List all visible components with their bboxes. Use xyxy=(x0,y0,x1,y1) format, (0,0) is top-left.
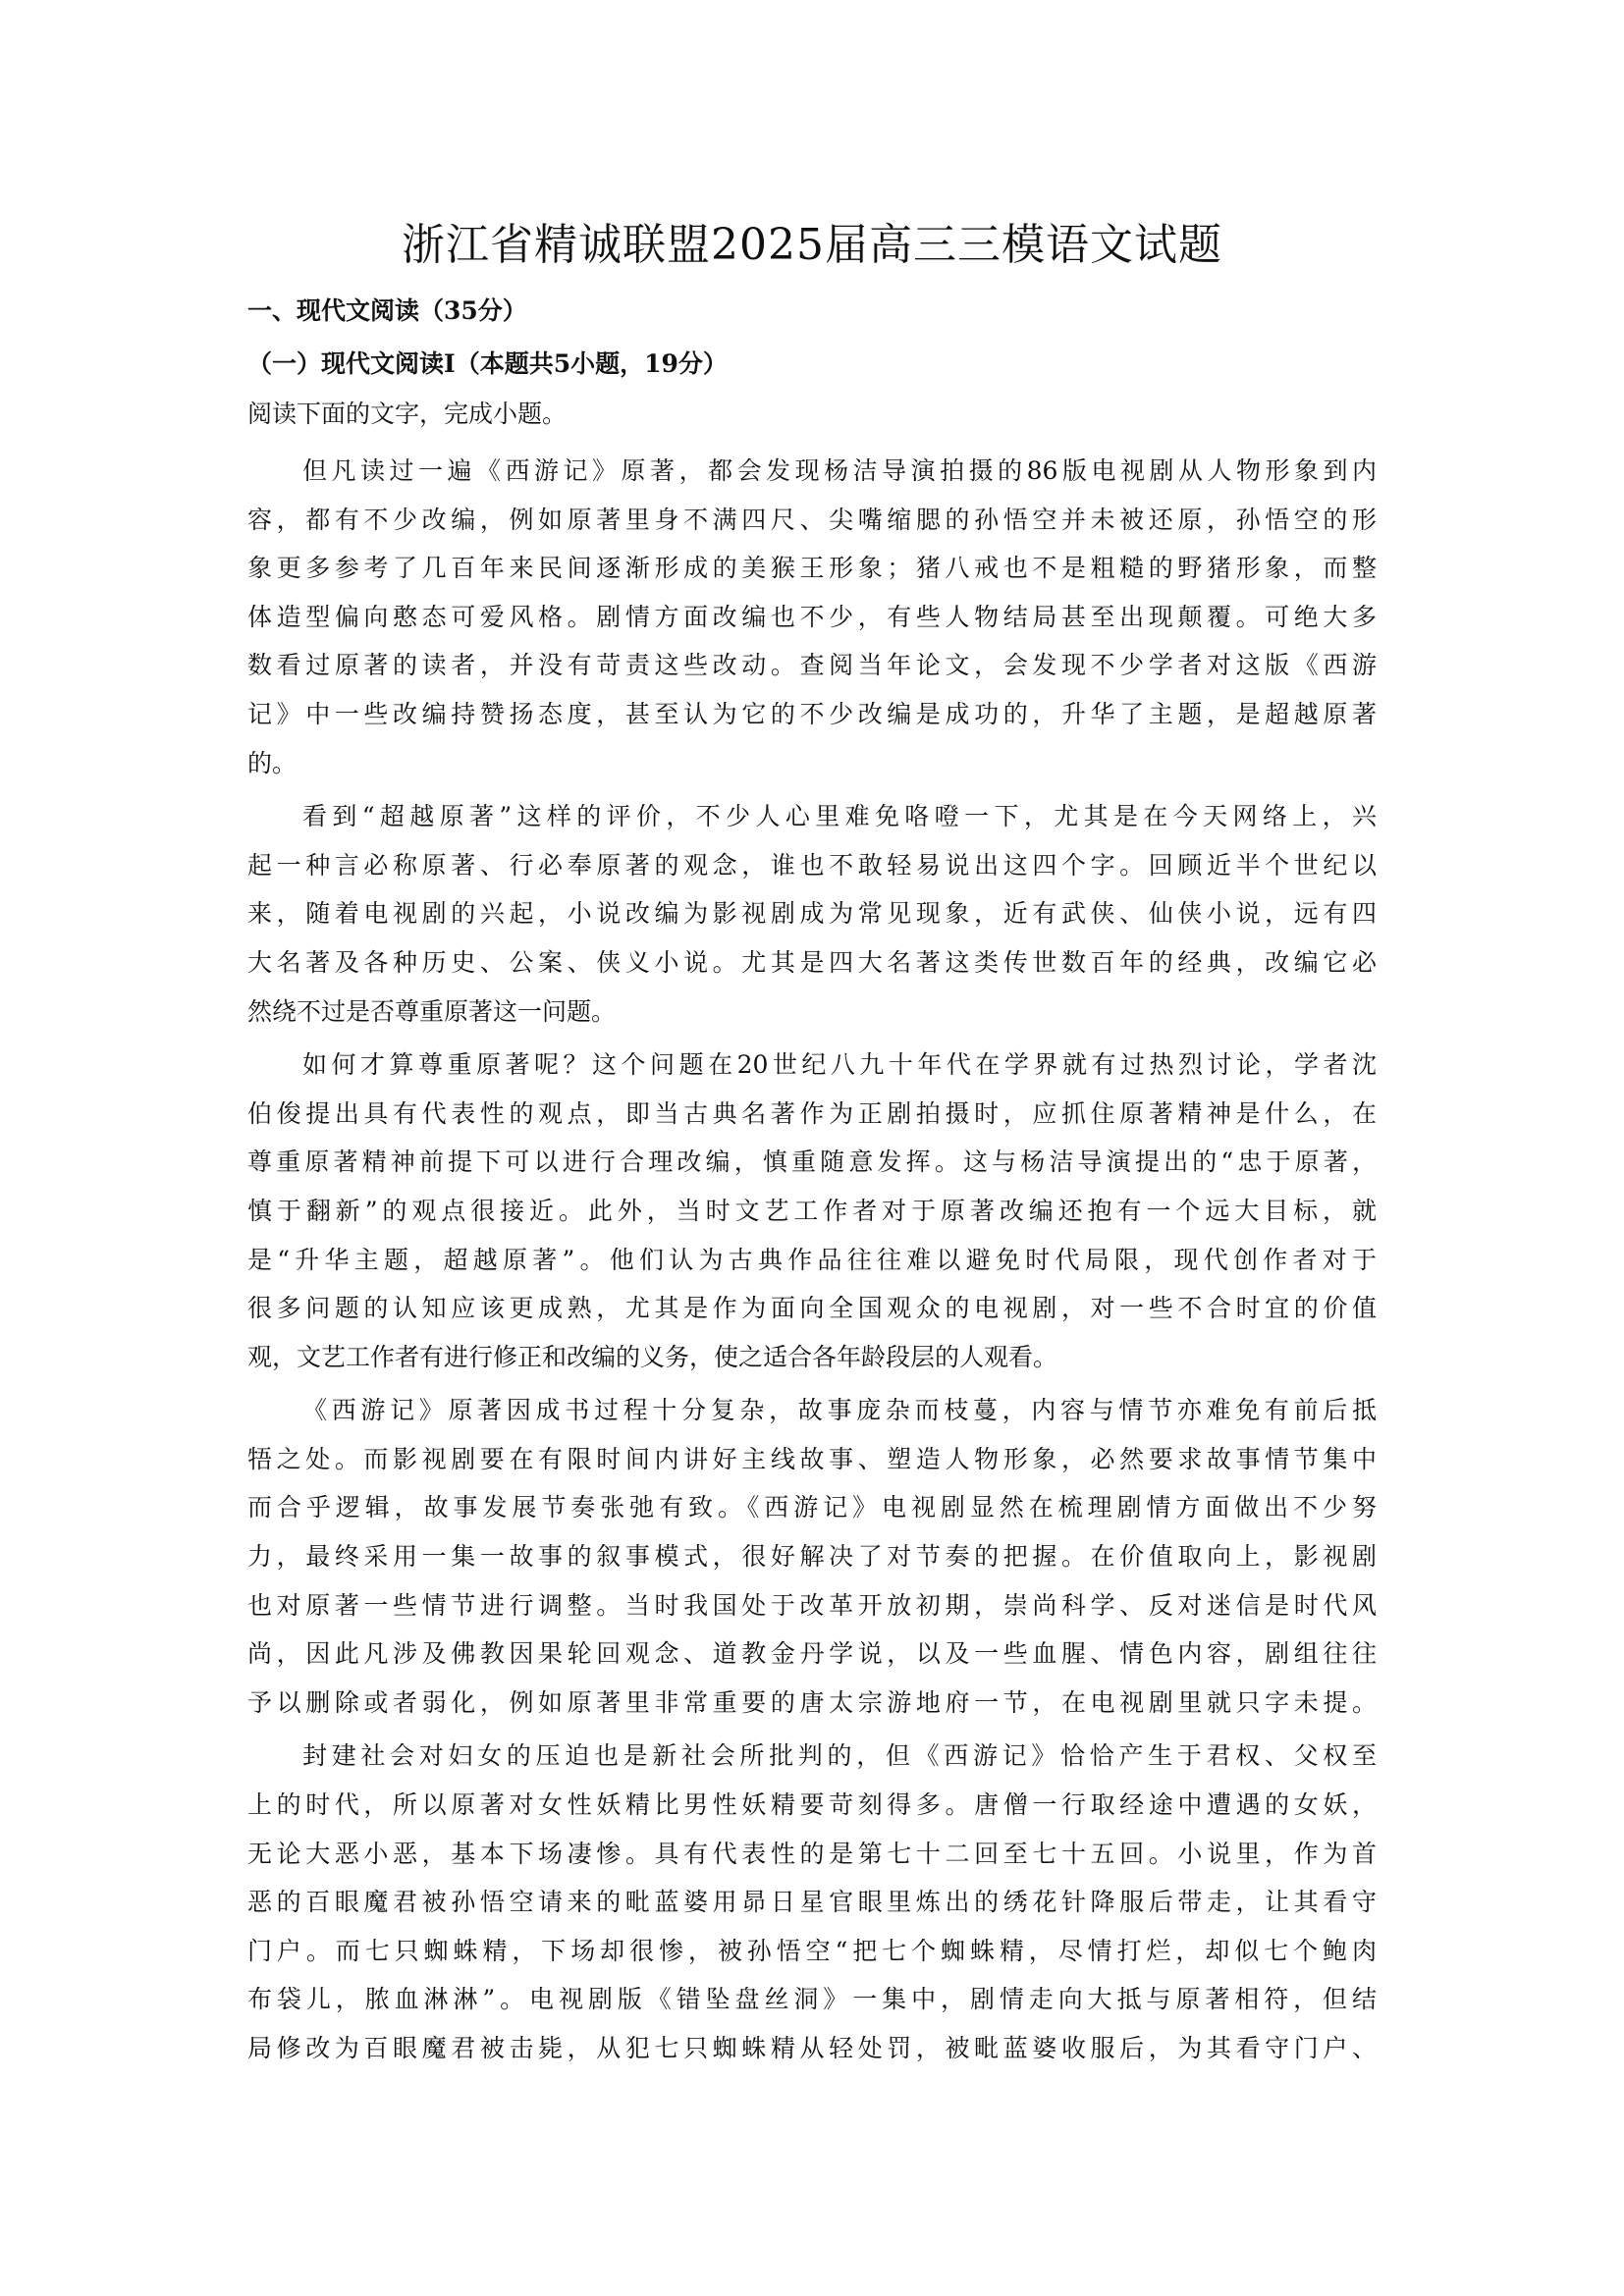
reading-instruction: 阅读下面的文字，完成小题。 xyxy=(247,400,568,428)
text-line: 上的时代，所以原著对女性妖精比男性妖精要苛刻得多。唐僧一行取经途中遭遇的女妖， xyxy=(247,1790,1377,1820)
text-line: 局修改为百眼魔君被击毙，从犯七只蜘蛛精从轻处罚，被毗蓝婆收服后，为其看守门户、 xyxy=(247,2034,1377,2062)
text-line: 象更多参考了几百年来民间逐渐形成的美猴王形象；猪八戒也不是粗糙的野猪形象，而整 xyxy=(247,554,1377,583)
text-line: 记》中一些改编持赞扬态度，甚至认为它的不少改编是成功的，升华了主题，是超越原著 xyxy=(247,699,1377,728)
text-line: 予以删除或者弱化，例如原著里非常重要的唐太宗游地府一节，在电视剧里就只字未提。 xyxy=(247,1687,1377,1717)
text-line: 恶的百眼魔君被孙悟空请来的毗蓝婆用昴日星官眼里炼出的绣花针降服后带走，让其看守 xyxy=(247,1888,1377,1917)
text-line: 布袋儿，脓血淋淋”。电视剧版《错坠盘丝洞》一集中，剧情走向大抵与原著相符，但结 xyxy=(247,1985,1377,2014)
text-line: 来，随着电视剧的兴起，小说改编为影视剧成为常见现象，近有武侠、仙侠小说，远有四 xyxy=(247,899,1377,929)
text-line: 尊重原著精神前提下可以进行合理改编，慎重随意发挥。这与杨洁导演提出的“忠于原著， xyxy=(247,1148,1377,1177)
text-line: 无论大恶小恶，基本下场凄惨。具有代表性的是第七十二回至七十五回。小说里，作为首 xyxy=(247,1839,1377,1868)
text-line: 而合乎逻辑，故事发展节奏张弛有致。《西游记》电视剧显然在梳理剧情方面做出不少努 xyxy=(247,1493,1377,1522)
paragraph xyxy=(247,447,1377,787)
text-line: 是“升华主题，超越原著”。他们认为古典作品往往难以避免时代局限，现代创作者对于 xyxy=(247,1245,1377,1274)
paragraph xyxy=(247,1386,1377,1727)
document-body xyxy=(247,294,1377,2078)
text-line: 封建社会对妇女的压迫也是新社会所批判的，但《西游记》恰恰产生于君权、父权至 xyxy=(302,1741,1377,1771)
text-line: 如何才算尊重原著呢？这个问题在20世纪八九十年代在学界就有过热烈讨论，学者沈 xyxy=(302,1050,1377,1080)
paragraph xyxy=(247,1041,1377,1381)
document-title: 浙江省精诚联盟2025届高三三模语文试题 xyxy=(402,220,1222,270)
text-line: 力，最终采用一集一故事的叙事模式，很好解决了对节奏的把握。在价值取向上，影视剧 xyxy=(247,1542,1377,1572)
text-line: 慎于翻新”的观点很接近。此外，当时文艺工作者对于原著改编还抱有一个远大目标，就 xyxy=(247,1196,1377,1225)
text-line: 观，文艺工作者有进行修正和改编的义务，使之适合各年龄段层的人观看。 xyxy=(247,1342,1058,1371)
text-line: 伯俊提出具有代表性的观点，即当古典名著作为正剧拍摄时，应抓住原著精神是什么，在 xyxy=(247,1098,1377,1128)
text-line: 看到“超越原著”这样的评价，不少人心里难免咯噔一下，尤其是在今天网络上，兴 xyxy=(302,802,1377,831)
text-line: 也对原著一些情节进行调整。当时我国处于改革开放初期，崇尚科学、反对迷信是时代风 xyxy=(247,1590,1377,1620)
text-line: 数看过原著的读者，并没有苛责这些改动。查阅当年论文，会发现不少学者对这版《西游 xyxy=(247,651,1377,680)
sub-section-heading: （一）现代文阅读I（本题共5小题，19分） xyxy=(247,349,728,378)
text-line: 门户。而七只蜘蛛精，下场却很惨，被孙悟空“把七个蜘蛛精，尽情打烂，却似七个鲍肉 xyxy=(247,1936,1377,1965)
text-line: 《西游记》原著因成书过程十分复杂，故事庞杂而枝蔓，内容与情节亦难免有前后抵 xyxy=(302,1396,1377,1425)
text-line: 然绕不过是否尊重原著这一问题。 xyxy=(247,996,617,1026)
paragraph xyxy=(247,1732,1377,2072)
text-line: 体造型偏向憨态可爱风格。剧情方面改编也不少，有些人物结局甚至出现颠覆。可绝大多 xyxy=(247,602,1377,631)
text-line: 牾之处。而影视剧要在有限时间内讲好主线故事、塑造人物形象，必然要求故事情节集中 xyxy=(247,1444,1377,1473)
text-line: 但凡读过一遍《西游记》原著，都会发现杨洁导演拍摄的86版电视剧从人物形象到内 xyxy=(302,456,1377,485)
text-line: 大名著及各种历史、公案、侠义小说。尤其是四大名著这类传世数百年的经典，改编它必 xyxy=(247,947,1377,977)
section-heading: 一、现代文阅读（35分） xyxy=(247,296,527,325)
text-line: 很多问题的认知应该更成熟，尤其是作为面向全国观众的电视剧，对一些不合时宜的价值 xyxy=(247,1294,1377,1323)
text-line: 尚，因此凡涉及佛教因果轮回观念、道教金丹学说，以及一些血腥、情色内容，剧组往往 xyxy=(247,1639,1377,1669)
text-line: 的。 xyxy=(247,748,298,777)
paragraph xyxy=(247,792,1377,1036)
text-line: 容，都有不少改编，例如原著里身不满四尺、尖嘴缩腮的孙悟空并未被还原，孙悟空的形 xyxy=(247,505,1377,534)
text-line: 起一种言必称原著、行必奉原著的观念，谁也不敢轻易说出这四个字。回顾近半个世纪以 xyxy=(247,850,1377,880)
